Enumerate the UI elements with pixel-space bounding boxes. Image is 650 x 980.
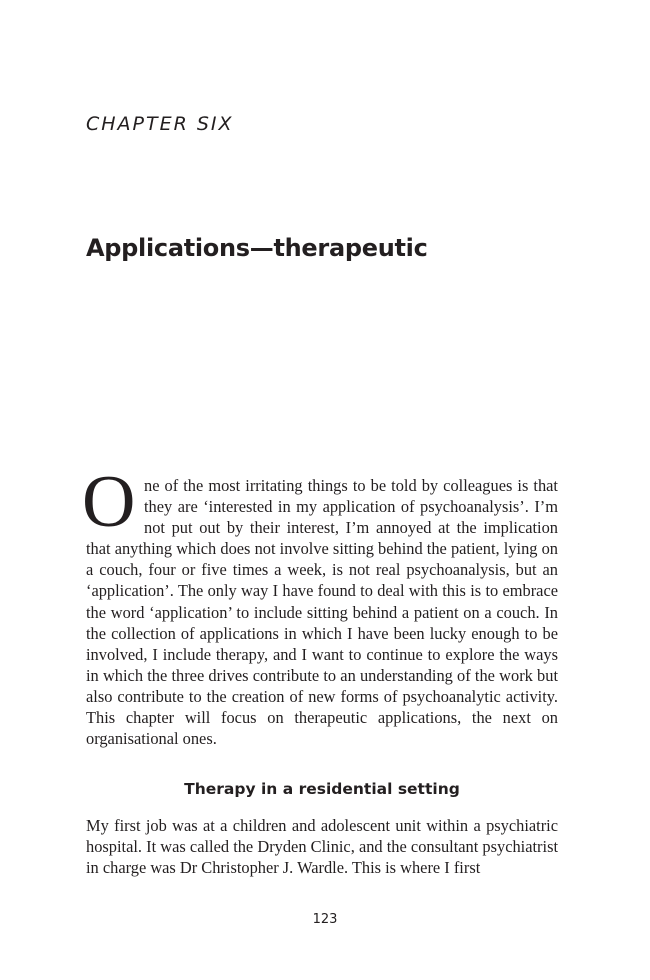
drop-cap-box <box>82 461 142 543</box>
drop-cap: O <box>82 461 136 543</box>
chapter-label: CHAPTER SIX <box>86 113 234 135</box>
section-paragraph: My first job was at a children and adolescent unit within a psychiatric hospital. It was called the Dryden Clinic, and the consultant psychiatrist in charge was Dr Christopher J. Wardle. This is where I first <box>86 816 558 878</box>
section-heading: Therapy in a residential setting <box>184 780 460 798</box>
chapter-title: Applications—therapeutic <box>86 234 428 262</box>
page-number: 123 <box>312 912 338 927</box>
opening-paragraph-text: ne of the most irritating things to be told by colleagues is that they are ‘interested in my application of psychoanalysis’. I’m not put out by their interest, I’m annoyed at the implication that anything which does not involve sitting behind the patient, lying on a couch, four or five times a week, is not real psychoanalysis, but an ‘application’. The only way I have found to deal with this is to embrace the word ‘application’ to include sitting behind a patient on a couch. In the collection of applications in which I have been lucky enough to be involved, I include therapy, and I want to continue to explore the ways in which the three drives contribute to an understanding of the work but also contribute to the creation of new forms of psychoanalytic activity. This chapter will focus on therapeutic applications, the next on organisational ones. <box>86 476 558 749</box>
opening-paragraph <box>82 461 558 749</box>
